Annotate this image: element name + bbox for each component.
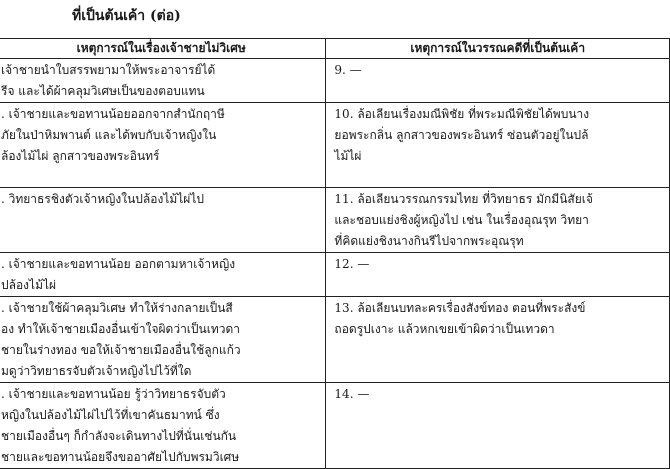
row-right-cell (326, 253, 670, 297)
row-left-cell (0, 103, 326, 188)
row-left-cell (0, 59, 326, 103)
row-right-cell (326, 188, 670, 253)
table-row (0, 253, 670, 297)
cell-text: 9. — (334, 63, 362, 77)
cell-text: 13. ล้อเลียนบทละครเรื่องสังข์ทอง ตอนที่พระสังข์ ถอดรูปเงาะ แล้วหกเขยเข้าผิดว่าเป็นเทวดา (334, 301, 586, 336)
row-right-cell (326, 59, 670, 103)
row-right-cell (326, 297, 670, 383)
header-left: เหตุการณ์ในเรื่องเจ้าชายไม่วิเศษ (0, 39, 326, 59)
cell-text: . เจ้าชายและขอทานน้อย ออกตามหาเจ้าหญิง ปล้องไม้ไผ่ (1, 257, 236, 292)
table-header-row (0, 39, 670, 59)
cell-text: . เจ้าชายและขอทานน้อยออกจากสำนักฤาษี ภัยในป่าหิมพานต์ และได้พบกับเจ้าหญิงใน ล้องไม้ไผ่ ลูกสาวของพระอินทร์ (1, 107, 225, 163)
cell-text: . วิทยาธรชิงตัวเจ้าหญิงในปล้องไม้ไผ่ไป (1, 192, 204, 206)
cell-text: เจ้าชายนำใบสรรพยามาให้พระอาจารย์ได้ รีจ และได้ผ้าคลุมวิเศษเป็นของตอบแทน (1, 63, 216, 98)
cell-text: 14. — (334, 387, 370, 401)
row-left-cell (0, 188, 326, 253)
table-row (0, 297, 670, 383)
cell-text: . เจ้าชายและขอทานน้อย รู้ว่าวิทยาธรจับตัว หญิงในปล้องไม้ไผ่ไปไว้ที่เขาคันธมาทน์ ซึ่ง ชายเมืองอื่นๆ ก็กำลังจะเดินทางไปที่นั่นเช่นกัน ชายและขอทานน้อยจึงขออาศัยไปกับพรมวิเศษ (1, 387, 240, 464)
cell-text: . เจ้าชายใช้ผ้าคลุมวิเศษ ทำให้ร่างกลายเป็นสี อง ทำให้เจ้าชายเมืองอื่นเข้าใจผิดว่าเป็นเทวดา ชายในร่างทอง ขอให้เจ้าชายเมืองอื่นใช้ลูกแก้ว มดูว่าวิทยาธรจับตัวเจ้าหญิงไปไว้ที่ใด (1, 301, 241, 378)
row-left-cell (0, 253, 326, 297)
row-right-cell (326, 103, 670, 188)
comparison-table (0, 38, 670, 469)
table-caption: ที่เป็นต้นเค้า (ต่อ) (72, 8, 181, 24)
row-right-cell (326, 383, 670, 469)
table-row (0, 383, 670, 469)
row-left-cell (0, 383, 326, 469)
cell-text: 10. ล้อเลียนเรื่องมณีพิชัย ที่พระมณีพิชัยได้พบนาง ยอพระกลิ่น ลูกสาวของพระอินทร์ ซ่อนตัวอยู่ในปล้ ไม้ไผ่ (334, 107, 590, 163)
table-row (0, 188, 670, 253)
header-right: เหตุการณ์ในวรรณคดีที่เป็นต้นเค้า (326, 39, 670, 59)
cell-text: 12. — (334, 257, 370, 271)
table-row (0, 103, 670, 188)
row-left-cell (0, 297, 326, 383)
table-row (0, 59, 670, 103)
cell-text: 11. ล้อเลียนวรรณกรรมไทย ที่วิทยาธร มักมีนิสัยเจ้ และชอบแย่งชิงผู้หญิงไป เช่น ในเรื่องอุณรุท วิทยา ที่คิดแย่งชิงนางกินรีไปจากพระอุณรุท (334, 192, 593, 248)
